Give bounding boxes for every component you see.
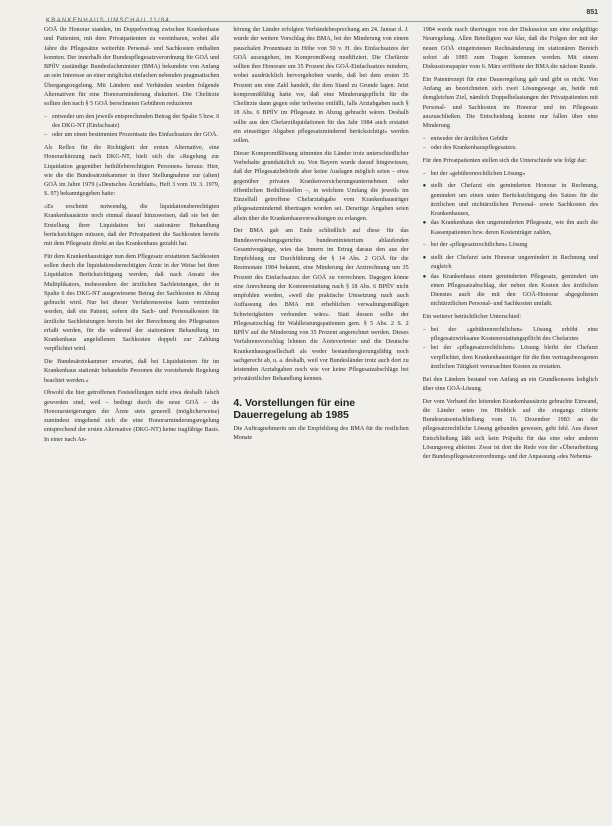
page-number: 851 <box>586 9 598 16</box>
quote-paragraph: «Es erscheint notwendig, die liquidationsberechtigten Krankenhausärzte noch einmal darauf hinzuweisen, daß sie bei der Erstellung ihrer Liquidation bei stationärer Behandlung berücksichtigen müssen, daß der Privatpatient die Sachkosten bereits mit dem Pflegesatz direkt an das Krankenhaus gezahlt hat. <box>44 204 220 247</box>
dash-list <box>423 170 598 179</box>
column-1 <box>44 26 219 816</box>
column-3 <box>423 26 598 816</box>
list-item: – entweder um den jeweils entsprechenden Betrag der Spalte 5 bzw. 6 des DKG-NT (Einfachsatz) <box>44 113 219 132</box>
paragraph: Der BMA gab am Ende schließlich auf diese für das Bundesverwaltungsgerichts bundesministerium ablaufenden Gesamtvorgänge, wies das Innern im Ertrag daraus den aus der Empfehlung zur Durchführung der § 14 Abs. 2 GOÄ für die Restmonate 1984 bekannt, eine Minderung der Arztrechnung um 35 Prozent des Einfachsatzes der GOÄ zu verrechnen. Dagegen könne eine Anrechnung der Kostenerstattung nach § 18 Abs. 6 BPflV nicht empfohlen werden, «weil die praktische Umsetzung nach auch Auffassung des BMA mit erheblichen verwaltungsmäßigen Schwierigkeiten verbunden wäre». Statt dessen sollte der Pflegesatzschlag für Wahlleistungspatienten gem. § 5 Abs. 2 S. 2 BPflV auf die Minderung von 35 Prozent angerechnet werden. Dieses Verfahrensvorschlag lehnten die Ärztevertreter und die Deutsche Krankenhausgesellschaft als weder bestandsregierungsfähig noch sachgerecht ab, u. a. deshalb, weil vor Bundesländer trotz auch dort zu leistenden Arztabgaben noch wie vor keine Pflegesatzabschläge bei privatärztlicher Behandlung kennen. <box>233 228 409 383</box>
bullet-item: ● das Krankenhaus einen geminderten Pflegesatz, gemindert um einen Pflegesatzabschlag, der neben den Kosten des ärztlichen Dienstes auch die mit den GOÄ-Honorar abgegoltenen nichtärztlichen Personal- und Sachkosten umfaßt. <box>423 273 598 310</box>
paragraph: Der vom Verband der leitenden Krankenhausärzte gebrachte Einwand, die Länder seien im Hinblick auf die eingangs zitierte Bundesratsentschließung vom 16. Dezember 1983 an die pflegesatzrechtliche Lösung gebunden gewesen, geht fehl. Aus dieser Entschließung läßt sich kein Präjudiz für das eine oder anderen Lösungsweg ableiten. Zwar ist dort die Rede von der «Überarbeitung der Bundespflegesatzverordnung» und der Anpassung «des Nebenta- <box>422 398 598 460</box>
bullet-item: ● das Krankenhaus den ungeminderten Pflegesatz, wie ihn auch die Kassenpatienten bzw. deren Kostenträger zahlen, <box>423 219 598 238</box>
list-item: – oder um einen bestimmten Prozentsatz des Einfachsatzes der GOÄ. <box>44 131 219 140</box>
list-item: – bei der «pflegesatzrechtlichen» Lösung bleibt der Chefarzt verpflichtet, dem Krankenhausträger für die ihm vertragsbezogenen ärztlichen Tätigkeit verursachten Kosten zu erstatten. <box>423 344 598 372</box>
paragraph: GOÄ ihr Honorar standen, im Doppelvertrag zwischen Krankenhaus und Patienten, mit dem Privatpatienten zu vereinbaren, wobei alle Jahre die Pflegesätze weiterhin Personal- und Sachkosten enthalten konnten. Der innerhalb der Bundespflegesatzverordnung für GOÄ und BPflV zuständige Bundesfachminister (BMA) bekundete von Anfang an sein Interesse an einer möglichst einfachen nebenden pragmatischen Übergangsregelung. Mit Ländern und Verbänden wurden folgende Alternativen für eine Honorarminderung diskutiert. Die Chefärzte sollten den nach § 5 GOÄ berechneten Gebühren reduzieren <box>44 27 220 107</box>
dash-list <box>423 135 598 154</box>
paragraph: 1984 wurde rasch übertragen von der Diskussion um eine endgültige Neuregelung. Allen Beteiligten war klar, daß die Folgen der mit der neuen GOÄ eingetretenen Rechtsänderung im stationären Bereich sofort ab 1985 zum Tragen kommen werden. Mit einem Diskussionspapier vom 6. März eröffnete der BMA die nächste Runde. <box>422 27 598 70</box>
paragraph: Die Bundesärztekammer erwartet, daß bei Liquidationen für im Krankenhaus stationär behandelte Personen die vorstehende Regelung beachtet werden.» <box>44 359 220 384</box>
column-2 <box>233 26 408 816</box>
paragraph: Dieser Kompromißlösung stimmten die Länder trotz unterschiedlicher Vorbehalte grundsätzlich zu. Von Bayern wurde darauf hingewiesen, daß der Pflegesatzbehörde aber keine Auslagen möglich seien – etwa gegenüber privaten Krankenversicherungsunternehmen oder öffentlichen Beihilfestellen –, in welchem Umfang die jeweils im Einzelfall getroffene Chefarztabgabe vom Krankenhausträger pflegesatzmindernd übertragen worden sei. Derartige Angaben seien allein über die Krankenhausverwaltungen zu erlangen. <box>233 150 409 222</box>
paragraph: Für den Privatpatienten stellen sich die Unterschiede wie folgt dar: <box>422 157 587 164</box>
paragraph: Obwohl die hier getroffenen Feststellungen nicht etwa deshalb falsch geworden sind, weil – bedingt durch die neue GOÄ – die Honorarsteigerungen der Ärzte stets generell (möglicherweise) zumindest eingehend sich die eine Honorarminderungsregelung entsprechend der ersten Alternative (DKG-NT) keine tragfähige Basis. In einer nach An- <box>44 390 220 443</box>
list-item: – bei der «gebührenrechtlichen» Lösung erhöht eine pflegesatzwirksame Kostenerstattungspflicht des Chefarztes <box>423 326 598 345</box>
header-rule <box>46 21 598 22</box>
bullet-list <box>423 182 598 238</box>
list-item: – bei der «gebührenrechtlichen Lösung» <box>423 170 598 179</box>
section-heading: 4. Vorstellungen für eine Dauerregelung ab 1985 <box>233 396 356 421</box>
paragraph: Die Auftragnehmerin um die Empfehlung des BMA für die restlichen Monate <box>233 425 409 441</box>
paragraph: Als Reflex für die Richtigkeit der ersten Alternative, eine Honorarkürzung nach DKG-NT, hielt sich die «Regelung zur Liquidation gegenüber beihilfeberechtigten Personen» heraus: Hier, wie die die Bundesärztekammer in ihrer Stellungnahme zur (alten) GOÄ im Jahre 1979 («Deutsches Ärzteblatt», Heft 3 vom 19. 3. 1979, S. 97) bekanntgegeben hatte: <box>44 145 220 198</box>
bullet-list <box>423 254 598 310</box>
paragraph: Ein Patentrezept für eine Dauerregelung gab und gibt es nicht. Von Anfang an bezeichneten sich zwei Lösungswege an, beide mit demgleichen Ziel, nämlich Doppelbelastungen der Privatpatienten mit Personal- und Sachkosten im Honorar und im Pflegesatz auszuschließen. Die Entscheidung konnte nur fallen über eine Minderung <box>422 76 598 129</box>
list-item: – bei der «pflegesatzrechtlichen» Lösung <box>423 241 598 250</box>
dash-list <box>44 113 219 141</box>
dash-list <box>423 326 598 372</box>
paragraph: Ein weiterer beträchtlicher Unterschied: <box>422 314 522 320</box>
list-item: – entweder der ärztlichen Gebühr <box>423 135 598 144</box>
text-columns <box>44 26 598 816</box>
bullet-item: ● stellt der Chefarzt sein Honorar ungemindert in Rechnung und zugleich <box>423 254 598 273</box>
bullet-item: ● stellt der Chefarzt ein geminderten Honorar in Rechnung, gemindert um einen unter Berücksichtigung des Satzes für die ärztlichen und nichtärztlichen Personal- sowie Sachkosten des Krankenhauses, <box>423 182 598 219</box>
dash-list <box>423 241 598 250</box>
list-item: – oder des Krankenhauspflegesatzes. <box>423 144 598 153</box>
running-head: KRANKENHAUS UMSCHAU 11/84 <box>46 18 170 24</box>
paragraph: Bei den Ländern bestand von Anfang an ein Grundkonsens lediglich über eine GOÄ-Lösung. <box>422 376 598 392</box>
paragraph: hörung der Länder erfolgten Verbändebesprechung am 24. Januar d. J. wurde der weitere Vorschlag des BMA, bei der Minderung von einem pauschalen Prozentsatz in Höhe von 50 v. H. des Einfachsatzes der GOÄ auszugehen, im Kompromißweg modifiziert. Die Chefärzte sollten ihre Honorare um 35 Prozent des GOÄ-Einfachsatzes mindern, wobei ausdrücklich hervorgehoben wurde, daß bei dem ersten 35 Prozent um eine Zahl handelt, die dem Stand zu Grunde lagen. Jetzt kompromißfähig hatte vor, daß eine Minderungspflicht für die Chefärzte dann gegen oder teilweise entfällt, falls Arztabgaben nach § 18 Abs. 6 BPflV im Pflegesatz in Abzug gebracht wären. Deshalb sollte aus den Chefarztliquidationen für das Jahr 1984 auch erstattet ein einseitiger Abgaben pflegesatzmindernd berücksichtigt» werden sollen. <box>233 27 409 144</box>
paragraph: Für dem Krankenhausträger nun dem Pflegesatz erstatteten Sachkosten sollen durch die liquidationsberechtigten Ärzte in der Weise bei ihrer Liquidation Berücksichtigung werden, daß nach Ansatz des Multiplikators, insbesondere der ärztlichen Sachleistungen, der in Spalte 6 des DKG-NT ausgewiesene Betrag der Sachkosten in Abzug gebracht wird. Nur bei dieser Verfahrensweise kann vermieden werden, daß ein Patient, sofern die Sach- und Personalkosten für ärztliche Sachleistungen bereits bei der Berechnung des Pflegesatzes erfaßt werden, für die während der stationären Behandlung im Krankenhaus angefallenen Sachkosten doppelt zur Zahlung verpflichtet wird. <box>44 253 220 353</box>
